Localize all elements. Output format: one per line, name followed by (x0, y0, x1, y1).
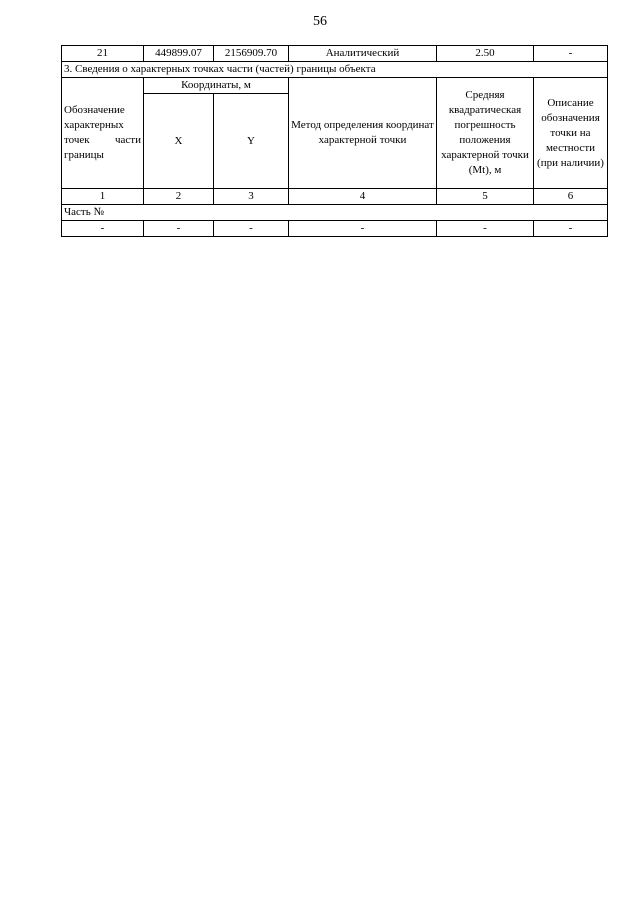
column-number-row (62, 189, 608, 205)
column-number: 1 (62, 189, 144, 205)
section-title: 3. Сведения о характерных точках части (частей) границы объекта (62, 62, 608, 78)
part-label-row (62, 205, 608, 221)
table-row (62, 46, 608, 62)
point-cell: 21 (62, 46, 144, 62)
y-cell: 2156909.70 (214, 46, 289, 62)
table-row (62, 221, 608, 237)
boundary-points-table (61, 45, 608, 237)
mt-cell: 2.50 (437, 46, 534, 62)
description-header: Описание обозначения точки на местности (при наличии) (534, 78, 608, 189)
empty-cell: - (534, 221, 608, 237)
description-cell: - (534, 46, 608, 62)
header-row-top (62, 78, 608, 94)
mt-header: Средняя квадратическая погрешность положения характерной точки (Mt), м (437, 78, 534, 189)
empty-cell: - (144, 221, 214, 237)
y-header: Y (214, 94, 289, 189)
column-number: 3 (214, 189, 289, 205)
method-header: Метод определения координат характерной точки (289, 78, 437, 189)
empty-cell: - (289, 221, 437, 237)
page-number: 56 (313, 14, 327, 29)
column-number: 2 (144, 189, 214, 205)
part-label: Часть № (62, 205, 608, 221)
column-number: 6 (534, 189, 608, 205)
empty-cell: - (62, 221, 144, 237)
point-designation-header: Обозначение характерных точек части границы (62, 78, 144, 189)
section-title-row (62, 62, 608, 78)
column-number: 5 (437, 189, 534, 205)
method-cell: Аналитический (289, 46, 437, 62)
x-cell: 449899.07 (144, 46, 214, 62)
x-header: X (144, 94, 214, 189)
column-number: 4 (289, 189, 437, 205)
empty-cell: - (214, 221, 289, 237)
empty-cell: - (437, 221, 534, 237)
coordinates-header: Координаты, м (144, 78, 289, 94)
